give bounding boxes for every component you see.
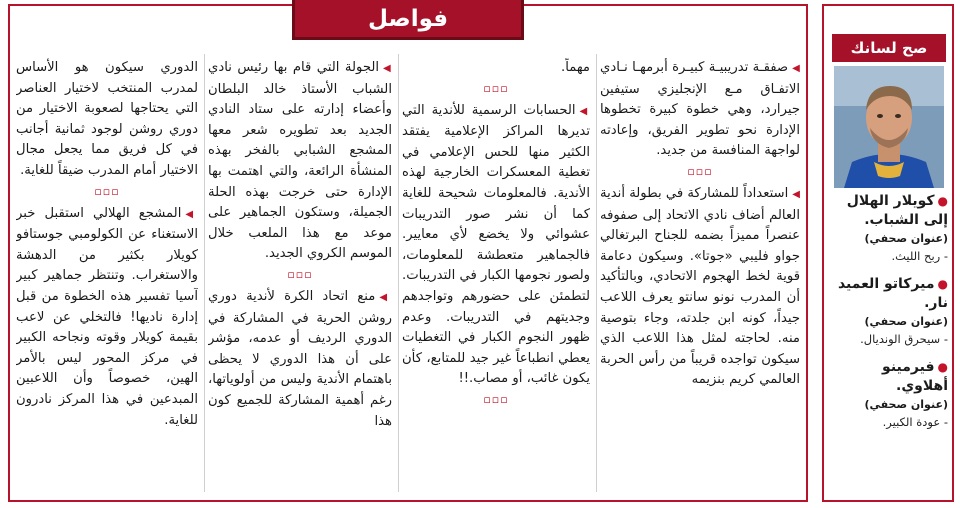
separator: ▫▫▫: [483, 81, 509, 95]
separator: ▫▫▫: [287, 267, 313, 281]
triangle-marker-icon: ◀: [185, 208, 198, 220]
headline-reply: - سيحرق الونديال.: [860, 332, 948, 346]
sidebar-list: [830, 192, 948, 441]
separator: ▫▫▫: [94, 184, 120, 198]
section-title: فواصل: [367, 5, 449, 32]
list-item: [830, 275, 948, 348]
paragraph: مهماً.: [561, 60, 590, 75]
column-divider: [596, 54, 597, 492]
headline-reply: - عودة الكبير.: [882, 415, 948, 429]
paragraph: ◀المشجع الهلالي استقبل خبر الاستغناء عن الكولومبي جوستافو كويلار بكثير من الدهشة والاستغراب. وتنتظر جماهير كبير آسيا تفسير هذه الخطوة من قبل إدارة ناديها! فالتخلي عن لاعب بقيمة كويلار وقوته ونجاحه الكبير في مركز المحور ليس بالأمر الهين، خصوصاً وأن اللاعبين المبدعين في هذا المركز نادرون للغاية.: [16, 205, 198, 428]
bullet-icon: ●: [937, 194, 948, 208]
headline-label: (عنوان صحفي): [864, 315, 948, 328]
paragraph: ◀صفقـة تدريبيـة كبيـرة أبرمهـا نـادي الاتفـاق مـع الإنجليزي ستيفين جيرارد، وهي خطوة كبيرة تخطوها الإدارة نحو تطوير الفريق، وإعادته لواجهة المنافسة من جديد.: [600, 60, 800, 159]
bullet-icon: ●: [937, 360, 948, 374]
section-masthead: [292, 0, 524, 40]
paragraph: ◀استعداداً للمشاركة في بطولة أندية العالم أضاف نادي الاتحاد إلى صفوفه عنصراً مميزاً بضمه للجناح البرتغالي جواو فليبي «جوتا». وسيكون دعامة قوية لخط الهجوم الاتحادي، وبالتأكيد أن المدرب نونو سانتو يعرف اللاعب جيداً، كونه ابن جلدته، وجاء بتوصية منه. لحاجته لمثل هذا اللاعب الذي سيكون تواجده قريباً من رأس الحربة العالمي كريم بنزيمه: [600, 185, 800, 388]
triangle-marker-icon: ◀: [379, 291, 392, 303]
separator: ▫▫▫: [483, 392, 509, 406]
triangle-marker-icon: ◀: [792, 188, 800, 200]
paragraph: الدوري سيكون هو الأساس لمدرب المنتخب لاختيار العناصر التي يحتاجها لصعوبة الاختيار من دوري روشن لوجود ثمانية أجانب في كل فريق مما يجعل مجال الاختيار أمام المدرب ضيقاً للغاية.: [16, 60, 198, 178]
text-column-3: [208, 58, 392, 490]
headline-reply: - ربح الليث.: [891, 249, 948, 263]
triangle-marker-icon: ◀: [383, 63, 392, 74]
sidebar-headline: ميركاتو العميد نار.: [837, 276, 948, 311]
list-item: [830, 192, 948, 265]
paragraph: ◀منع اتحاد الكرة لأندية دوري روشن الحرية في المشاركة في الدوري الرديف أو عدمه، مؤشر على أن هذا الدوري لا يحظى باهتمام الأندية وليس من أولوياتها، رغم أهمية المشاركة للجميع كون هذا: [208, 288, 392, 429]
column-divider: [398, 54, 399, 492]
triangle-marker-icon: ◀: [792, 63, 800, 74]
list-item: [830, 358, 948, 431]
sidebar-box: [822, 4, 954, 502]
bullet-icon: ●: [937, 277, 948, 291]
paragraph: ◀الجولة التي قام بها رئيس نادي الشباب الأستاذ خالد البلطان وأعضاء إدارته على ستاد النادي الجديد بعد تطويره شعر معها المشجع الشبابي بالفخر بهذه المنشأة الرائعة، والتي اهتمت بها الإدارة حتى خرجت بهذه الحلة الجميلة، وستكون الجماهير على موعد مع هذا الملعب خلال الموسم الكروي الجديد.: [208, 60, 392, 262]
sidebar-header: [832, 34, 946, 62]
sidebar-headline: كويلار الهلال إلى الشباب.: [846, 193, 948, 228]
paragraph: ◀الحسابات الرسمية للأندية التي تديرها المراكز الإعلامية يفتقد الكثير منها للحس الإعلامي في تغطية المعسكرات الخارجية لهذه الأندية. فالمعلومات شحيحة للغاية كما أن نشر صور التدريبات عشوائي ولا يخضع لأي معايير. فالجماهير متعطشة للمعلومات، ولصور نجومها الكبار في التدريبات. لتطمئن على حضورهم وتواجدهم وجديتهم في التدريبات. وعدم ظهور النجوم الكبار في التغطيات يعطي انطباعاً غير جيد للمتابع، كأن يكون غائب، أو مصاب.!!: [402, 102, 590, 387]
sidebar-title: صح لسانك: [850, 39, 928, 57]
headline-label: (عنوان صحفي): [864, 398, 948, 411]
text-column-4: [16, 58, 198, 490]
text-column-2: [402, 58, 590, 490]
headline-label: (عنوان صحفي): [864, 232, 948, 245]
sidebar-headline: فيرمينو أهلاوي.: [882, 359, 948, 394]
triangle-marker-icon: ◀: [579, 105, 590, 117]
player-photo: [834, 66, 944, 188]
player-portrait-image: [834, 66, 944, 188]
separator: ▫▫▫: [687, 164, 713, 178]
text-column-1: [600, 58, 800, 490]
column-divider: [204, 54, 205, 492]
